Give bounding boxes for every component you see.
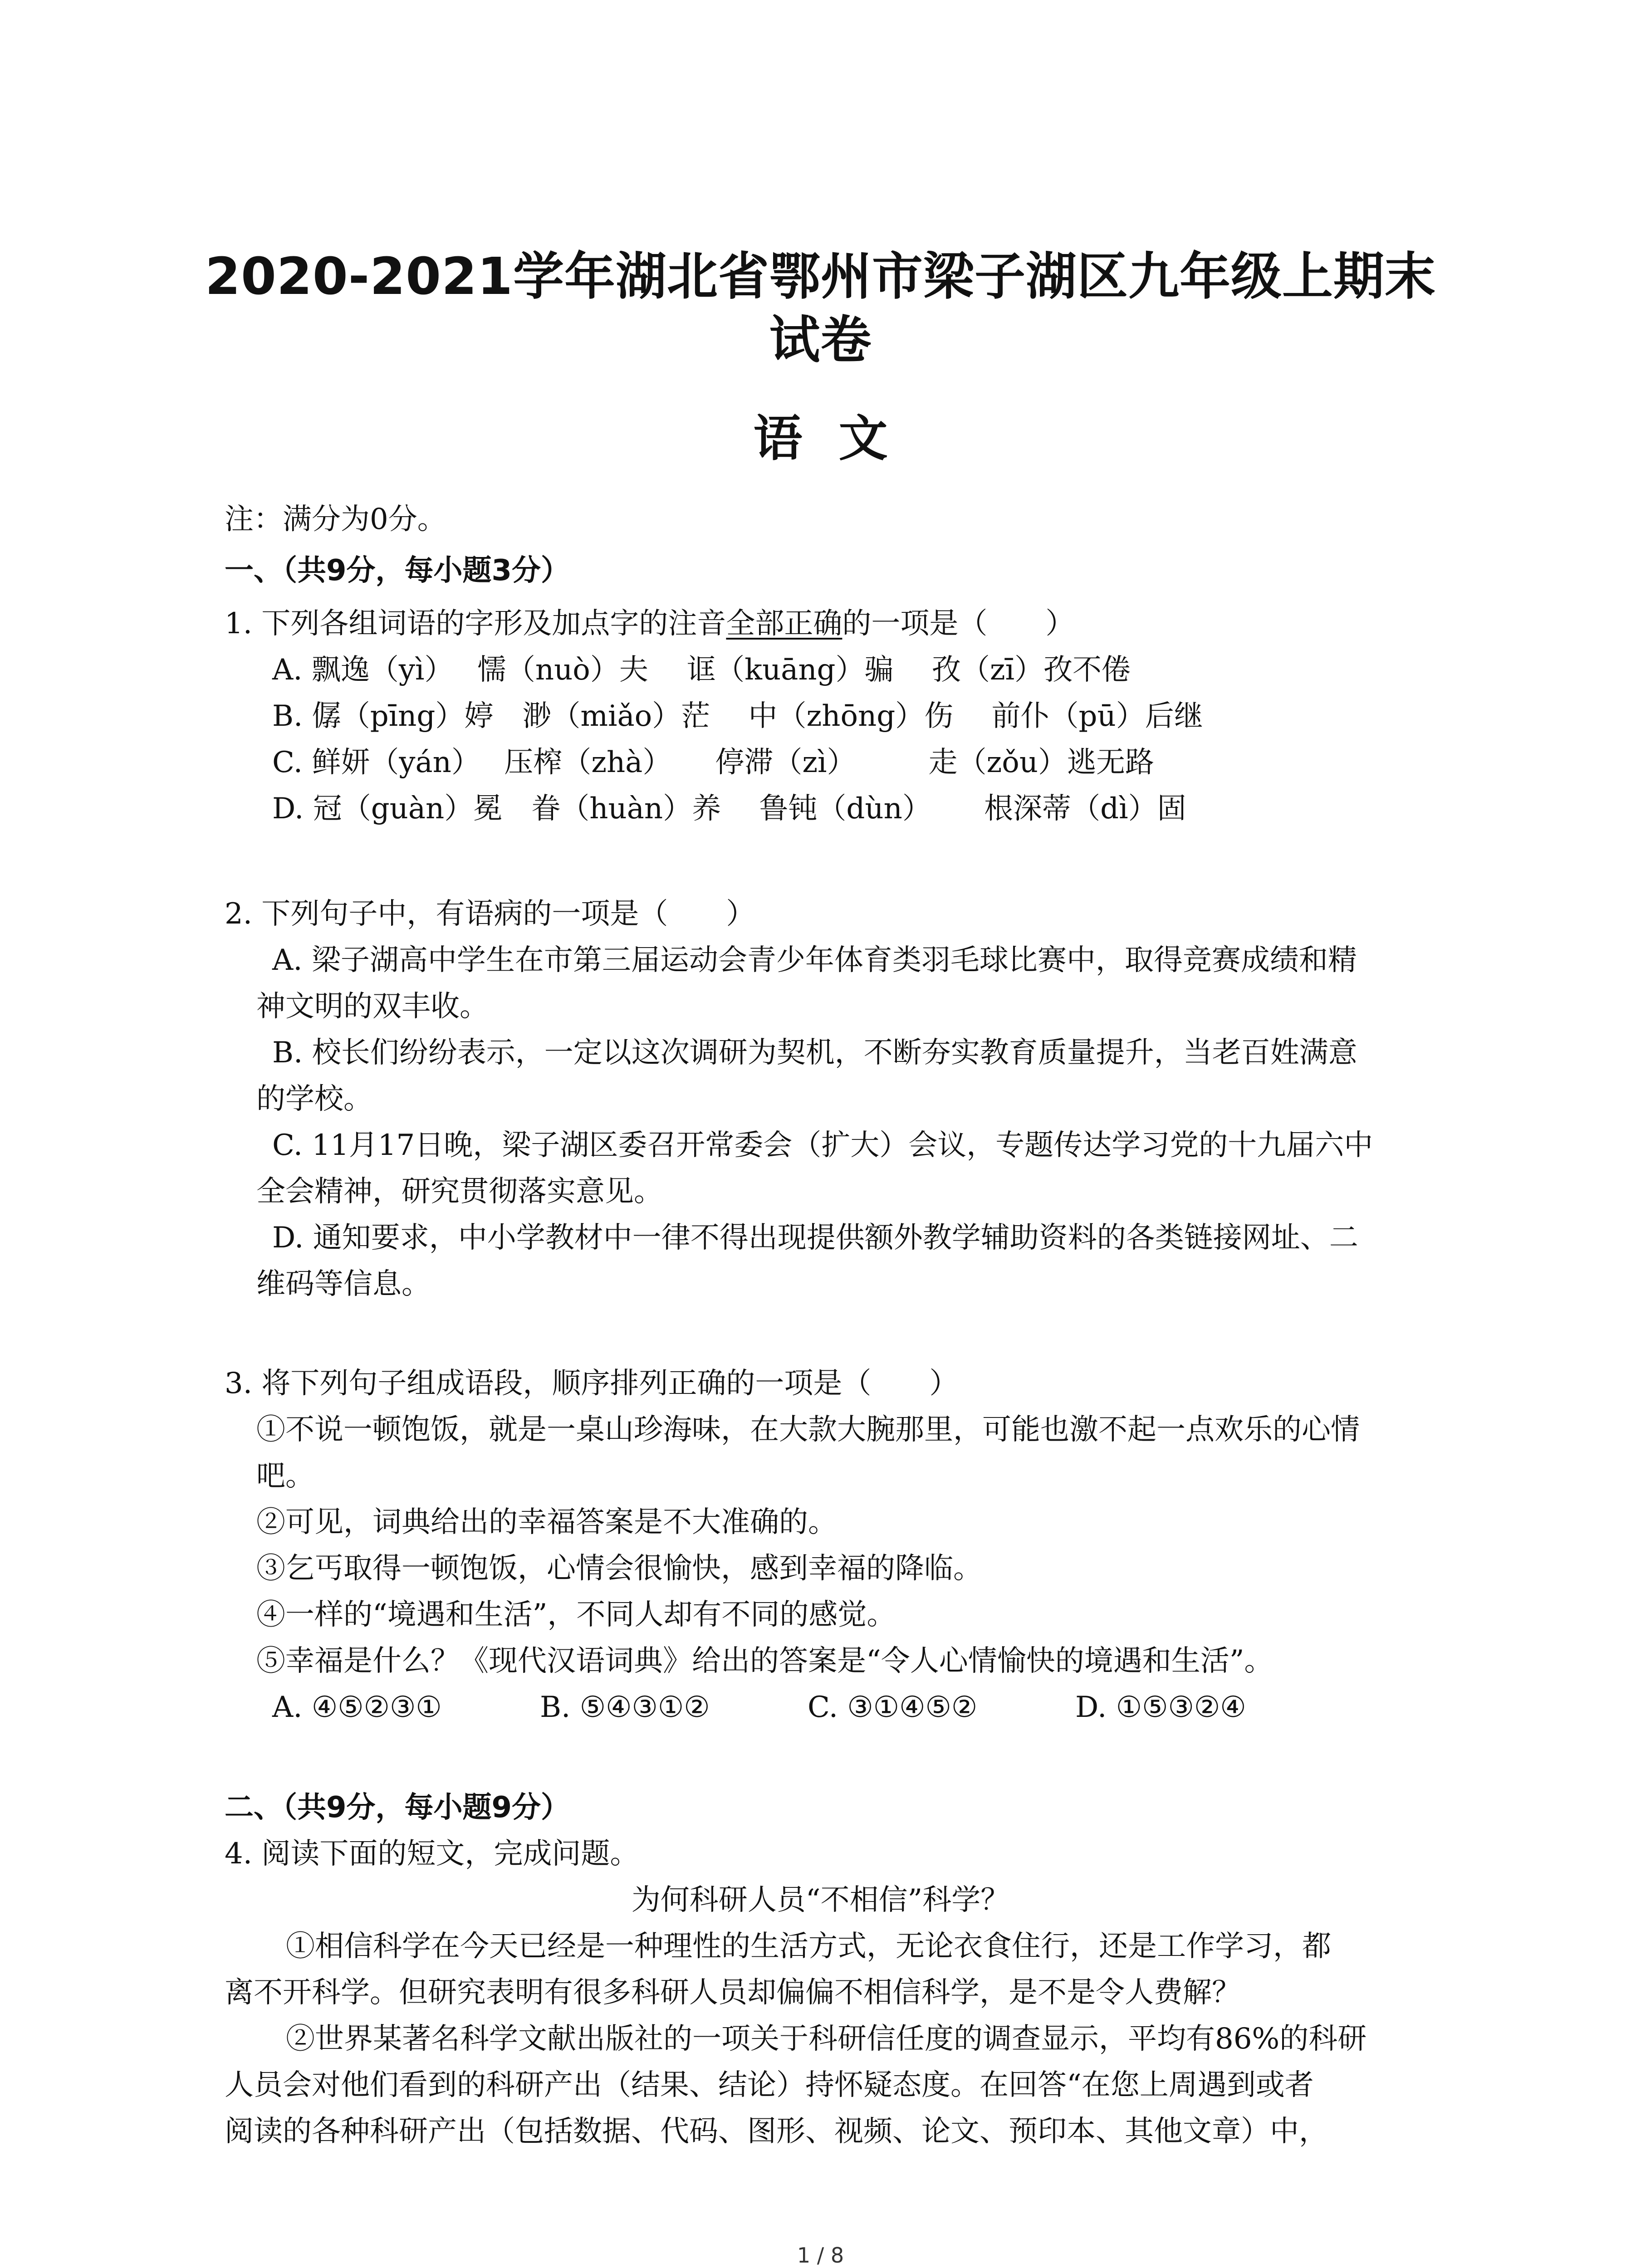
question-3-sentence-1: ①不说一顿饱饭，就是一桌山珍海味，在大款大腕那里，可能也激不起一点欢乐的心情 [256,1413,1360,1447]
passage-paragraph-1-cont: 离不开科学。但研究表明有很多科研人员却偏偏不相信科学，是不是令人费解？ [225,1976,1241,2009]
subject-heading: 语文 [753,411,924,467]
question-2-option-b[interactable]: B. 校长们纷纷表示，一定以这次调研为契机，不断夯实教育质量提升，当老百姓满意 [272,1036,1357,1070]
question-1-stem-end: 的一项是（ ） [842,607,1075,640]
question-4-stem: 4. 阅读下面的短文，完成问题。 [225,1837,639,1871]
question-2-option-d-cont: 维码等信息。 [256,1267,431,1301]
question-3-option-b[interactable]: B. ⑤④③①② [540,1691,710,1724]
question-1-emphasis: 全部正确 [726,607,843,640]
passage-paragraph-1: ①相信科学在今天已经是一种理性的生活方式，无论衣食住行，还是工作学习，都 [286,1930,1331,1963]
question-3-stem: 3. 将下列句子组成语段，顺序排列正确的一项是（ ） [225,1367,959,1400]
question-2-stem: 2. 下列句子中，有语病的一项是（ ） [225,897,755,931]
question-2-option-a-cont: 神文明的双丰收。 [256,990,489,1023]
question-1-stem-text: 1. 下列各组词语的字形及加点字的注音 [225,607,726,640]
question-2-option-a[interactable]: A. 梁子湖高中学生在市第三届运动会青少年体育类羽毛球比赛中，取得竞赛成绩和精 [272,943,1357,977]
question-3-sentence-1-cont: 吧。 [256,1459,314,1493]
score-note: 注：满分为0分。 [225,503,446,536]
passage-paragraph-2-cont-2: 阅读的各种科研产出（包括数据、代码、图形、视频、论文、预印本、其他文章）中， [225,2115,1328,2148]
question-1-option-d[interactable]: D. 冠（guàn）冕 眷（huàn）养 鲁钝（dùn） 根深蒂（dì）固 [272,792,1186,826]
section-1-heading: 一、（共9分，每小题3分） [225,554,570,587]
question-2-option-c[interactable]: C. 11月17日晚，梁子湖区委召开常委会（扩大）会议，专题传达学习党的十九届六中 [272,1129,1373,1162]
question-1-option-b[interactable]: B. 僝（pīng）婷 渺（miǎo）茫 中（zhōng）伤 前仆（pū）后继 [272,699,1203,733]
question-2-option-c-cont: 全会精神，研究贯彻落实意见。 [256,1175,663,1208]
question-3-sentence-3: ③乞丐取得一顿饱饭，心情会很愉快，感到幸福的降临。 [256,1552,982,1585]
question-3-option-d[interactable]: D. ①⑤③②④ [1075,1691,1246,1724]
question-2-option-d[interactable]: D. 通知要求，中小学教材中一律不得出现提供额外教学辅助资料的各类链接网址、二 [272,1221,1358,1255]
question-3-sentence-4: ④一样的“境遇和生活”，不同人却有不同的感觉。 [256,1598,896,1632]
passage-title: 为何科研人员“不相信”科学？ [631,1883,1010,1917]
section-2-heading: 二、（共9分，每小题9分） [225,1791,570,1824]
passage-paragraph-2: ②世界某著名科学文献出版社的一项关于科研信任度的调查显示，平均有86%的科研 [286,2022,1367,2056]
question-2-option-b-cont: 的学校。 [256,1082,372,1116]
page-number: 1 / 8 [797,2243,844,2268]
passage-paragraph-2-cont: 人员会对他们看到的科研产出（结果、结论）持怀疑态度。在回答“在您上周遇到或者 [225,2068,1314,2102]
page-title: 2020-2021学年湖北省鄂州市梁子湖区九年级上期末试卷 [205,247,1436,370]
question-3-sentence-2: ②可见，词典给出的幸福答案是不大准确的。 [256,1505,837,1539]
question-1-option-c[interactable]: C. 鲜妍（yán） 压榨（zhà） 停滞（zì） 走（zǒu）逃无路 [272,746,1154,779]
question-1-option-a[interactable]: A. 飘逸（yì） 懦（nuò）夫 诓（kuāng）骗 孜（zī）孜不倦 [272,653,1131,687]
question-3-option-c[interactable]: C. ③①④⑤② [808,1691,978,1724]
question-3-sentence-5: ⑤幸福是什么？《现代汉语词典》给出的答案是“令人心情愉快的境遇和生活”。 [256,1644,1274,1678]
question-1-stem [225,606,1074,642]
question-3-option-a[interactable]: A. ④⑤②③① [272,1691,442,1724]
